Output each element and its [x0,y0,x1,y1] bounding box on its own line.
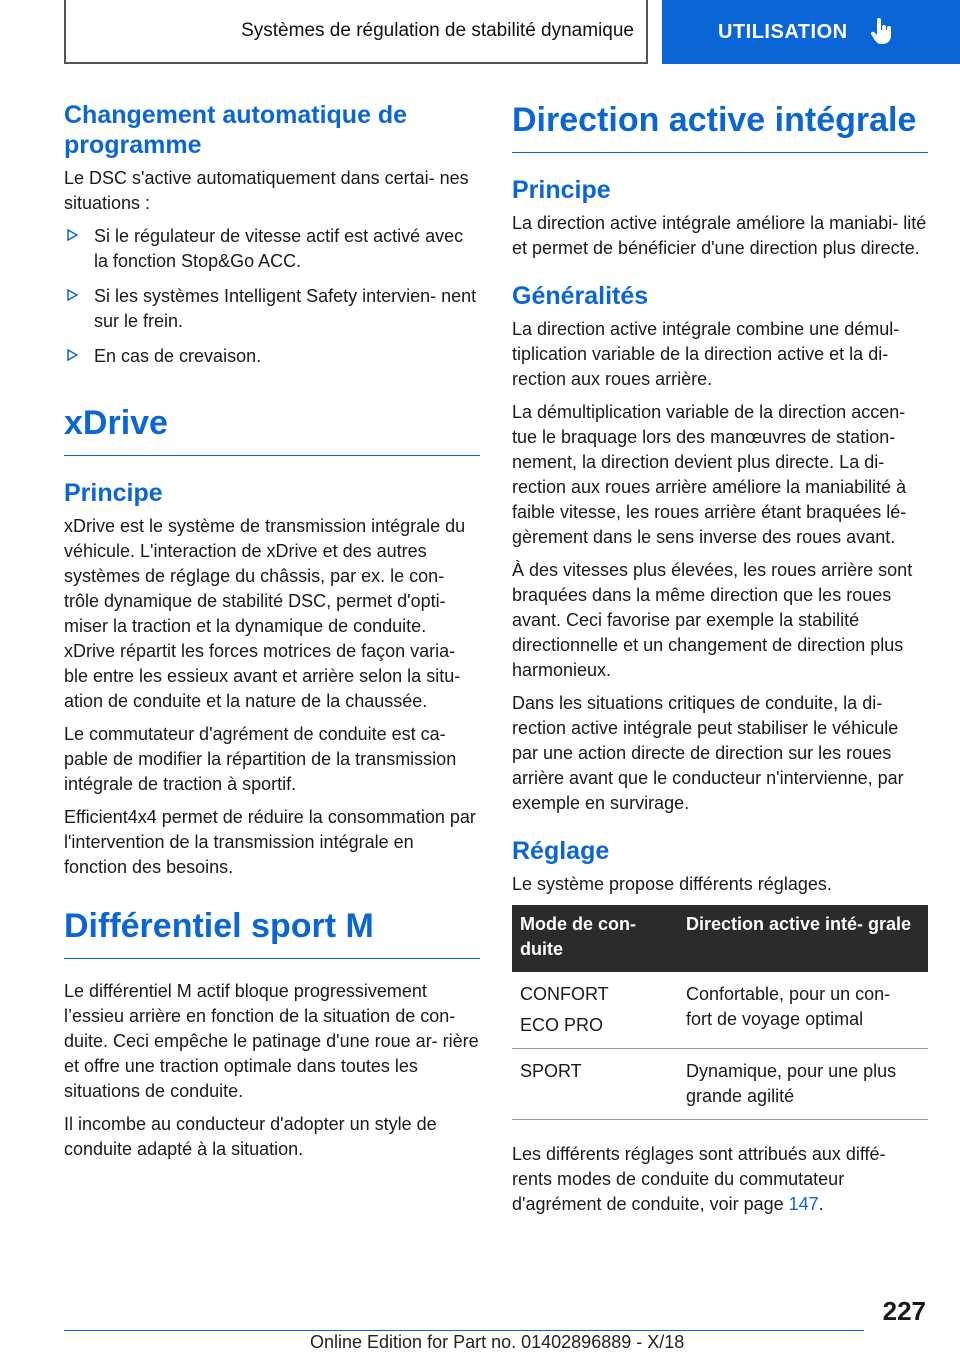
chapter-tab[interactable] [662,0,960,64]
principle-heading: Principe [512,176,611,204]
table-cell-desc: Confortable, pour un con- fort de voyage optimal [678,972,928,1049]
mode-value: ECO PRO [520,1015,604,1035]
section-header [64,0,648,64]
general-paragraph: Dans les situations critiques de conduite, la di- rection active intégrale peut stabiliser le véhicule par une action directe de direction sur les roues arrière avant que le conducteur n'intervienne, par exemple en survirage. [512,693,904,813]
settings-table [512,905,928,1120]
diff-paragraph: Le différentiel M actif bloque progressivement l’essieu arrière en fonction de la situation de con- duite. Ceci empêche le patinage d'une roue ar- rière et offre une traction optimale dans toutes les situations de conduite. [64,981,479,1101]
section-title: Systèmes de régulation de stabilité dynamique [241,20,634,41]
hand-pointer-icon [870,18,894,46]
page-number: 227 [882,1296,926,1326]
general-paragraph: À des vitesses plus élevées, les roues arrière sont braquées dans la même direction que les roues avant. Ceci favorise par exemple la stabilité directionnelle et un changement de direction plus harmonieux. [512,560,913,680]
closing-text: Les différents réglages sont attribués aux diffé- rents modes de conduite du commutateur d'agrément de conduite, voir page [512,1144,886,1214]
active-steering-heading: Direction active intégrale [512,100,928,153]
closing-end: . [818,1194,824,1214]
footer-edition: Online Edition for Part no. 01402896889 - X/18 [310,1332,685,1352]
list-item-text: Si les systèmes Intelligent Safety intervien- nent sur le frein. [94,286,477,331]
chapter-label: UTILISATION [718,20,848,43]
xdrive-paragraph: Efficient4x4 permet de réduire la consommation par l'intervention de la transmission intégrale en fonction des besoins. [64,807,476,877]
general-paragraph: La direction active intégrale combine une démul- tiplication variable de la direction active et la di- rection aux roues arrière. [512,319,900,389]
table-header: Mode de con- duite [512,905,678,972]
table-cell-mode [512,1049,678,1120]
mode-value: SPORT [520,1061,582,1081]
auto-change-intro: Le DSC s'active automatiquement dans certai- nes situations : [64,168,469,213]
general-paragraph: La démultiplication variable de la direction accen- tue le braquage lors des manœuvres de station- nement, la direction devient plus directe. La di- rection aux roues arrière améliore la maniabilité à faible vitesse, les roues arrière étant braquées lé- gèrement dans le sens inverse des roues avant. [512,402,907,547]
diff-heading: Différentiel sport M [64,906,480,959]
closing-paragraph [512,1142,928,1217]
right-column [512,100,928,1225]
list-item-text: Si le régulateur de vitesse actif est activé avec la fonction Stop&Go ACC. [94,226,464,271]
list-item [64,344,480,369]
table-header: Direction active inté- grale [678,905,928,972]
triangle-bullet-icon [66,229,78,241]
xdrive-principle-heading: Principe [64,479,163,507]
triangle-bullet-icon [66,289,78,301]
list-item-text: En cas de crevaison. [94,346,262,366]
table-row [512,972,928,1049]
auto-change-heading: Changement automatique de programme [64,101,408,159]
left-column [64,100,480,1170]
xdrive-paragraph: xDrive est le système de transmission intégrale du véhicule. L'interaction de xDrive et des autres systèmes de réglage du châssis, par ex. le con- trôle dynamique de stabilité DSC, permet d'opti- miser la traction et la dynamique de conduite. xDrive répartit les forces motrices de façon varia- ble entre les essieux avant et arrière selon la situ- ation de conduite et la nature de la chaussée. [64,516,466,711]
setting-intro: Le système propose différents réglages. [512,874,832,894]
diff-paragraph: Il incombe au conducteur d'adopter un style de conduite adapté à la situation. [64,1114,437,1159]
principle-text: La direction active intégrale améliore la maniabi- lité et permet de bénéficier d'une direction plus directe. [512,213,927,258]
list-item [64,224,480,274]
triangle-bullet-icon [66,349,78,361]
setting-heading: Réglage [512,837,610,865]
xdrive-heading: xDrive [64,403,480,456]
table-cell-mode [512,972,678,1049]
footer-divider [64,1330,864,1331]
page-reference-link[interactable]: 147 [788,1194,819,1214]
list-item [64,284,480,334]
table-row [512,1049,928,1120]
xdrive-paragraph: Le commutateur d'agrément de conduite est ca- pable de modifier la répartition de la transmission intégrale de traction à sportif. [64,724,457,794]
general-heading: Généralités [512,282,649,310]
table-cell-desc: Dynamique, pour une plus grande agilité [678,1049,928,1120]
mode-value: CONFORT [520,984,609,1004]
